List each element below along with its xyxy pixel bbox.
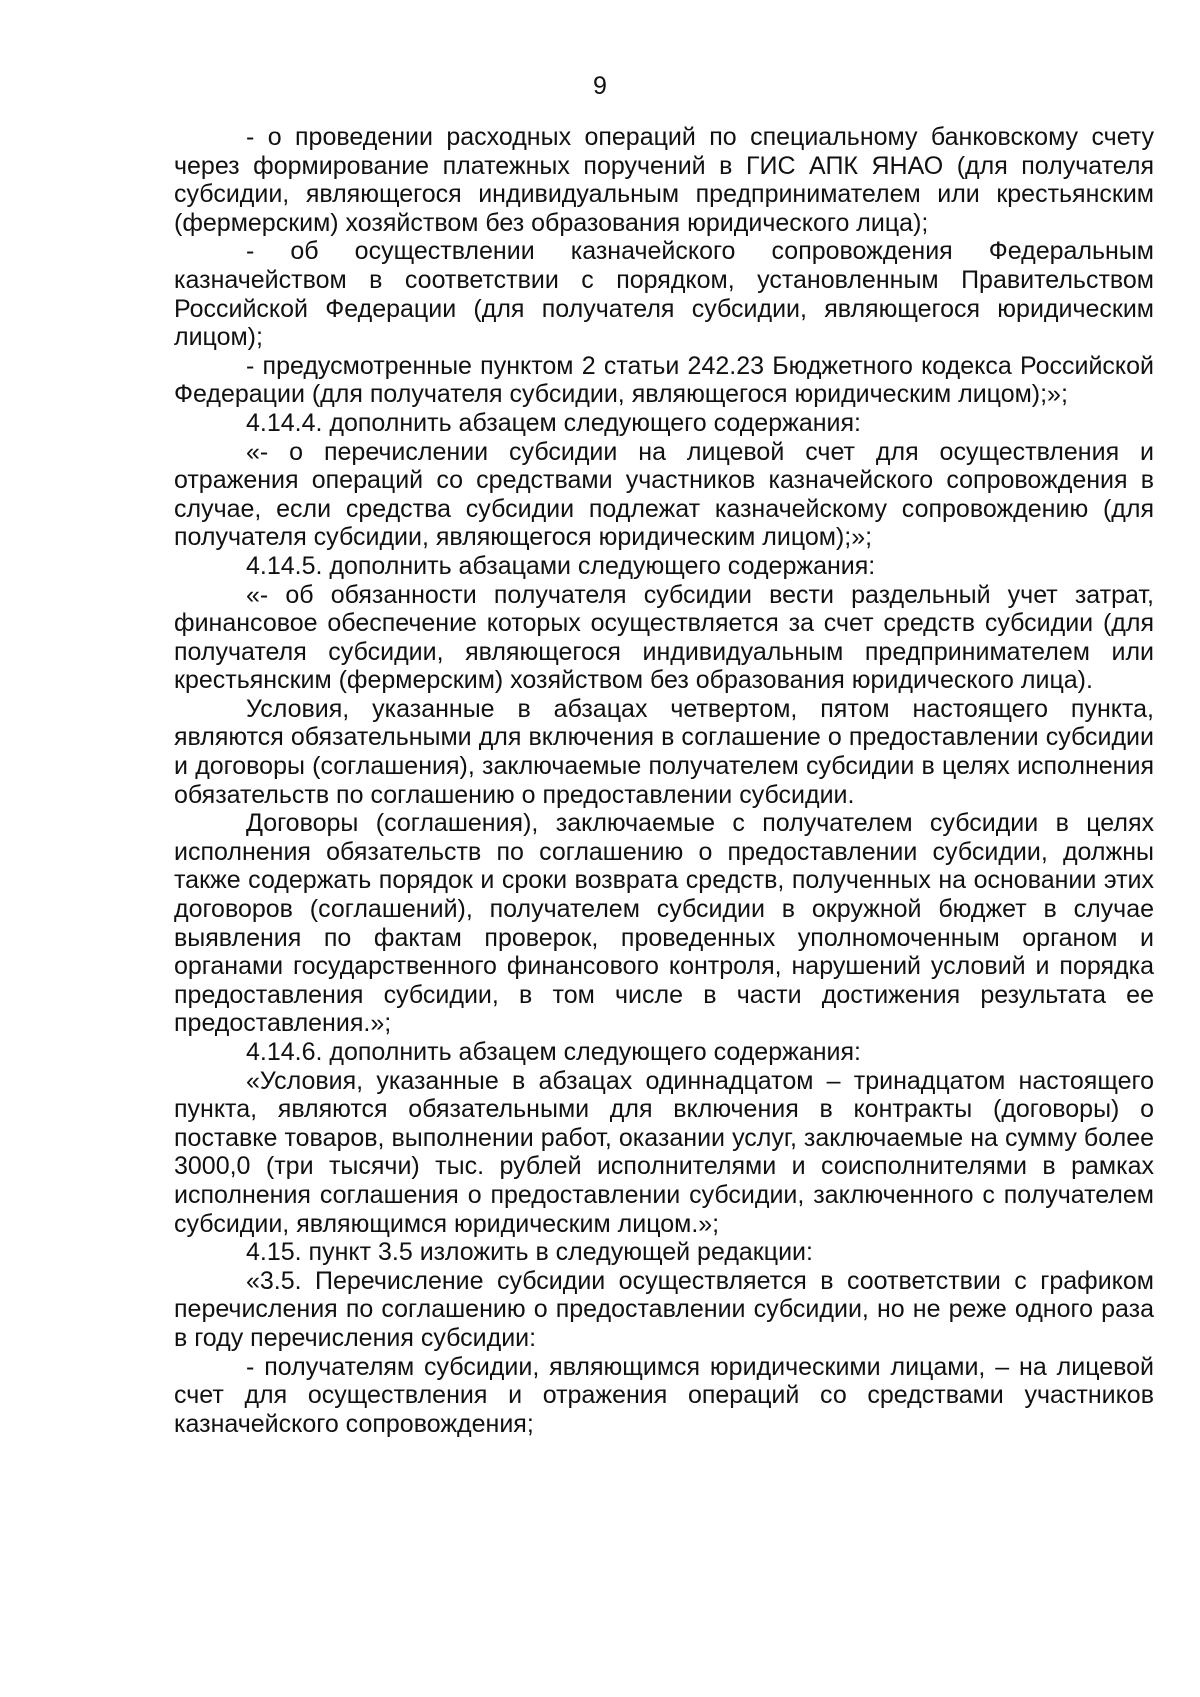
paragraph: Условия, указанные в абзацах четвертом, пятом настоящего пункта, являются обязательными для включения в соглашение о предоставлении субсидии и договоры (соглашения), заключаемые получателем субсидии в целях исполнения обязательств по соглашению о предоставлении субсидии. [174,694,1154,809]
paragraph: «- о перечислении субсидии на лицевой счет для осуществления и отражения операций со средствами участников казначейского сопровождения в случае, если средства субсидии подлежат казначейскому сопровождению (для получателя субсидии, являющегося юридическим лицом);»; [174,437,1154,552]
paragraph: 4.14.4. дополнить абзацем следующего содержания: [246,408,861,437]
paragraph: - предусмотренные пунктом 2 статьи 242.23 Бюджетного кодекса Российской Федерации (для получателя субсидии, являющегося юридическим лицом);»; [174,351,1154,409]
paragraph: - о проведении расходных операций по специальному банковскому счету через формирование платежных поручений в ГИС АПК ЯНАО (для получателя субсидии, являющегося индивидуальным предпринимателем или крестьянским (фермерским) хозяйством без образования юридического лица); [174,123,1154,237]
page-number: 9 [593,72,607,100]
paragraph: 4.14.6. дополнить абзацем следующего содержания: [246,1038,861,1066]
paragraph: 4.14.5. дополнить абзацами следующего содержания: [246,551,876,580]
paragraph: 4.15. пункт 3.5 изложить в следующей редакции: [246,1238,813,1267]
paragraph: - об осуществлении казначейского сопровождения Федеральным казначейством в соответствии с порядком, установленным Правительством Российской Федерации (для получателя субсидии, являющегося юридическим лицом); [174,237,1154,352]
document-body [174,123,1154,1438]
paragraph: Договоры (соглашения), заключаемые с получателем субсидии в целях исполнения обязательств по соглашению о предоставлении субсидии, должны также содержать порядок и сроки возврата средств, полученных на основании этих договоров (соглашений), получателем субсидии в окружной бюджет в случае выявления по фактам проверок, проведенных уполномоченным органом и органами государственного финансового контроля, нарушений условий и порядка предоставления субсидии, в том числе в части достижения результата ее предоставления.»; [174,809,1154,1038]
paragraph: «Условия, указанные в абзацах одиннадцатом – тринадцатом настоящего пункта, являются обязательными для включения в контракты (договоры) о поставке товаров, выполнении работ, оказании услуг, заключаемые на сумму более 3000,0 (три тысячи) тыс. рублей исполнителями и соисполнителями в рамках исполнения соглашения о предоставлении субсидии, заключенного с получателем субсидии, являющимся юридическим лицом.»; [174,1066,1154,1238]
paragraph: «3.5. Перечисление субсидии осуществляется в соответствии с графиком перечисления по соглашению о предоставлении субсидии, но не реже одного раза в году перечисления субсидии: [174,1266,1154,1352]
paragraph: «- об обязанности получателя субсидии вести раздельный учет затрат, финансовое обеспечение которых осуществляется за счет средств субсидии (для получателя субсидии, являющегося индивидуальным предпринимателем или крестьянским (фермерским) хозяйством без образования юридического лица). [174,580,1154,695]
paragraph: - получателям субсидии, являющимся юридическими лицами, – на лицевой счет для осуществления и отражения операций со средствами участников казначейского сопровождения; [174,1352,1154,1438]
